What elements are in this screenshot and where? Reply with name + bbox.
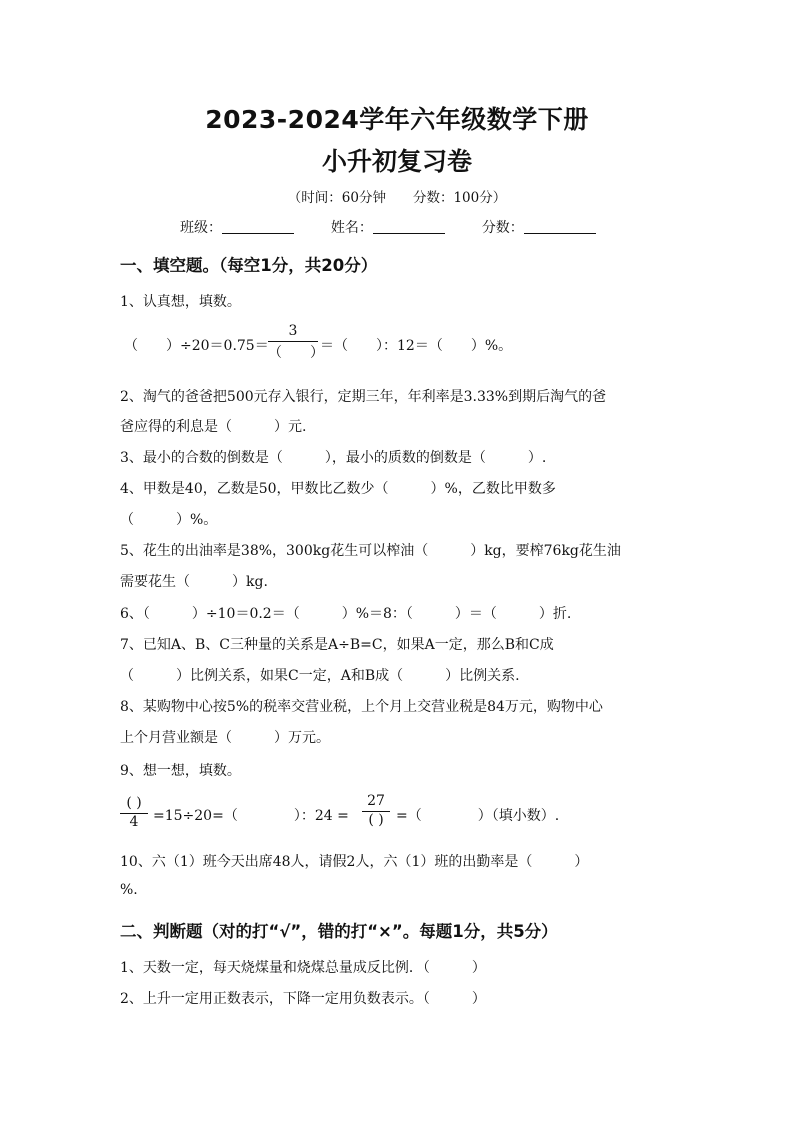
score-label: 分数： [481, 220, 524, 236]
class-blank[interactable] [222, 219, 294, 234]
question-8-line-1: 8、某购物中心按5%的税率交营业税，上个月上交营业税是84万元，购物中心 [120, 699, 603, 715]
question-10-line-2: %. [120, 882, 138, 898]
student-info-row [180, 217, 650, 237]
question-3: 3、最小的合数的倒数是（ ），最小的质数的倒数是（ ）. [120, 450, 547, 466]
class-label: 班级： [180, 220, 222, 236]
question-1-prompt: 1、认真想，填数。 [120, 294, 241, 310]
score-blank[interactable] [524, 219, 596, 234]
fraction-denominator: 4 [129, 814, 139, 830]
question-1-expr-b: ＝（ ）：12＝（ ）%。 [320, 338, 513, 354]
section-heading-fill-in: 一、填空题。（每空1分，共20分） [120, 256, 378, 275]
question-2-line-1: 2、淘气的爸爸把500元存入银行，定期三年，年利率是3.33%到期后淘气的爸 [120, 389, 607, 405]
page-subtitle-title: 小升初复习卷 [321, 147, 472, 176]
exam-meta: （时间：60分钟 分数：100分） [287, 190, 507, 206]
question-9-fraction-1 [120, 795, 148, 832]
question-9-fraction-2 [362, 793, 390, 830]
tf-question-1: 1、天数一定，每天烧煤量和烧煤总量成反比例．（ ） [120, 960, 486, 976]
fraction-denominator: ( ) [368, 812, 384, 828]
fraction-numerator: ( ) [126, 795, 142, 811]
question-1-fraction [268, 323, 324, 361]
name-blank[interactable] [373, 219, 445, 234]
question-6: 6、（ ）÷10＝0.2＝（ ）%＝8：（ ）＝（ ）折. [120, 606, 572, 622]
question-10-line-1: 10、六（1）班今天出席48人，请假2人，六（1）班的出勤率是（ ） [120, 854, 589, 870]
question-9-expr-a: =15÷20=（ ）：24 = [153, 808, 349, 824]
question-4-line-2: （ ）%。 [120, 512, 218, 528]
fraction-numerator: 3 [288, 323, 298, 339]
name-label: 姓名： [330, 220, 373, 236]
section-heading-true-false: 二、判断题（对的打“√”，错的打“×”。每题1分，共5分） [120, 922, 558, 941]
page-title: 2023-2024学年六年级数学下册 [205, 105, 589, 134]
question-2-line-2: 爸应得的利息是（ ）元. [120, 419, 307, 435]
question-4-line-1: 4、甲数是40，乙数是50，甲数比乙数少（ ）%，乙数比甲数多 [120, 481, 556, 497]
question-7-line-1: 7、已知A、B、C三种量的关系是A÷B=C，如果A一定，那么B和C成 [120, 637, 554, 653]
question-7-line-2: （ ）比例关系，如果C一定，A和B成（ ）比例关系. [120, 668, 520, 684]
tf-question-2: 2、上升一定用正数表示，下降一定用负数表示。（ ） [120, 991, 486, 1007]
question-5-line-1: 5、花生的出油率是38%，300kg花生可以榨油（ ）kg，要榨76kg花生油 [120, 543, 621, 559]
fraction-numerator: 27 [367, 793, 385, 809]
question-9-expr-b: =（ ）（填小数）. [396, 808, 560, 824]
question-1-expr-a: （ ）÷20＝0.75＝ [124, 338, 269, 354]
question-9-prompt: 9、想一想，填数。 [120, 763, 241, 779]
fraction-denominator: （ ） [268, 345, 324, 361]
question-8-line-2: 上个月营业额是（ ）万元。 [120, 730, 330, 746]
question-5-line-2: 需要花生（ ）kg. [120, 574, 268, 590]
